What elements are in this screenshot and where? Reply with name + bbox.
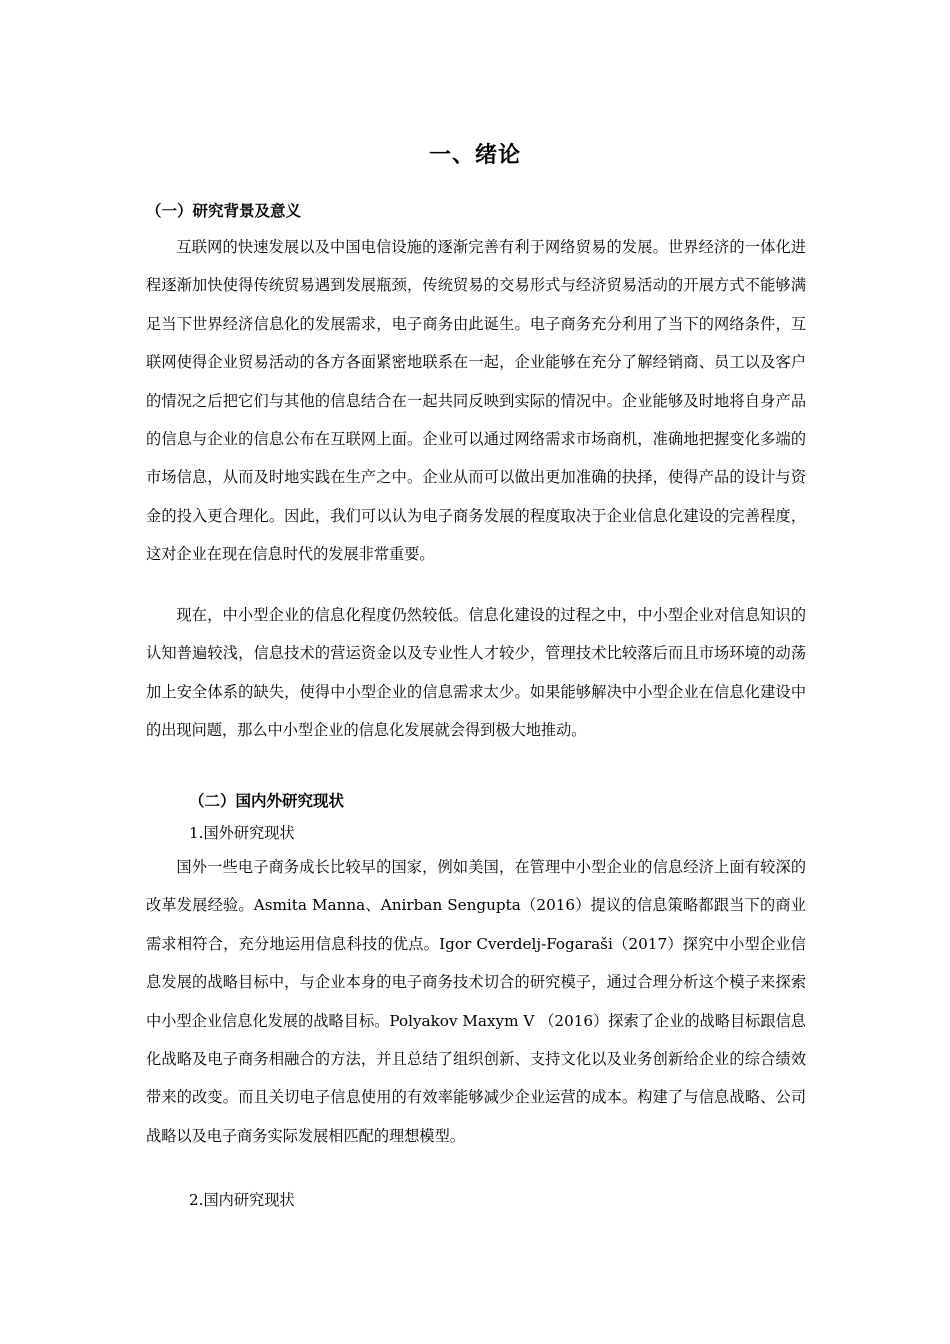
paragraph-foreign-research: 国外一些电子商务成长比较早的国家，例如美国，在管理中小型企业的信息经济上面有较深的改革发展经验。Asmita Manna、Anirban Sengupta（2016）提议的信息策略都跟当下的商业需求相符合，充分地运用信息科技的优点。Igor Cverdelj-Fogaraši（2017）探究中小型企业信息发展的战略目标中，与企业本身的电子商务技术切合的研究模子，通过合理分析这个模子来探索中小型企业信息化发展的战略目标。Polyakov Maxym V （2016）探索了企业的战略目标跟信息化战略及电子商务相融合的方法，并且总结了组织创新、支持文化以及业务创新给企业的综合绩效带来的改变。而且关切电子信息使用的有效率能够减少企业运营的成本。构建了与信息战略、公司战略以及电子商务实际发展相匹配的理想模型。: [146, 858, 806, 1145]
paragraph-background-2: 现在，中小型企业的信息化程度仍然较低。信息化建设的过程之中，中小型企业对信息知识的认知普遍较浅，信息技术的营运资金以及专业性人才较少，管理技术比较落后而且市场环境的动荡加上安全体系的缺失，使得中小型企业的信息需求太少。如果能够解决中小型企业在信息化建设中的出现问题，那么中小型企业的信息化发展就会得到极大地推动。: [146, 606, 806, 740]
paragraph-background-1: 互联网的快速发展以及中国电信设施的逐渐完善有利于网络贸易的发展。世界经济的一体化进程逐渐加快使得传统贸易遇到发展瓶颈，传统贸易的交易形式与经济贸易活动的开展方式不能够满足当下世界经济信息化的发展需求，电子商务由此诞生。电子商务充分利用了当下的网络条件，互联网使得企业贸易活动的各方各面紧密地联系在一起，企业能够在充分了解经销商、员工以及客户的情况之后把它们与其他的信息结合在一起共同反映到实际的情况中。企业能够及时地将自身产品的信息与企业的信息公布在互联网上面。企业可以通过网络需求市场商机，准确地把握变化多端的市场信息，从而及时地实践在生产之中。企业从而可以做出更加准确的抉择，使得产品的设计与资金的投入更合理化。因此，我们可以认为电子商务发展的程度取决于企业信息化建设的完善程度，这对企业在现在信息时代的发展非常重要。: [146, 238, 806, 564]
subheading-foreign-research: 1.国外研究现状: [189, 824, 295, 842]
section-heading-research-status: （二）国内外研究现状: [189, 792, 345, 810]
chapter-title: 一、绪论: [428, 143, 521, 168]
section-heading-background: （一）研究背景及意义: [146, 202, 302, 220]
subheading-domestic-research: 2.国内研究现状: [189, 1191, 295, 1209]
